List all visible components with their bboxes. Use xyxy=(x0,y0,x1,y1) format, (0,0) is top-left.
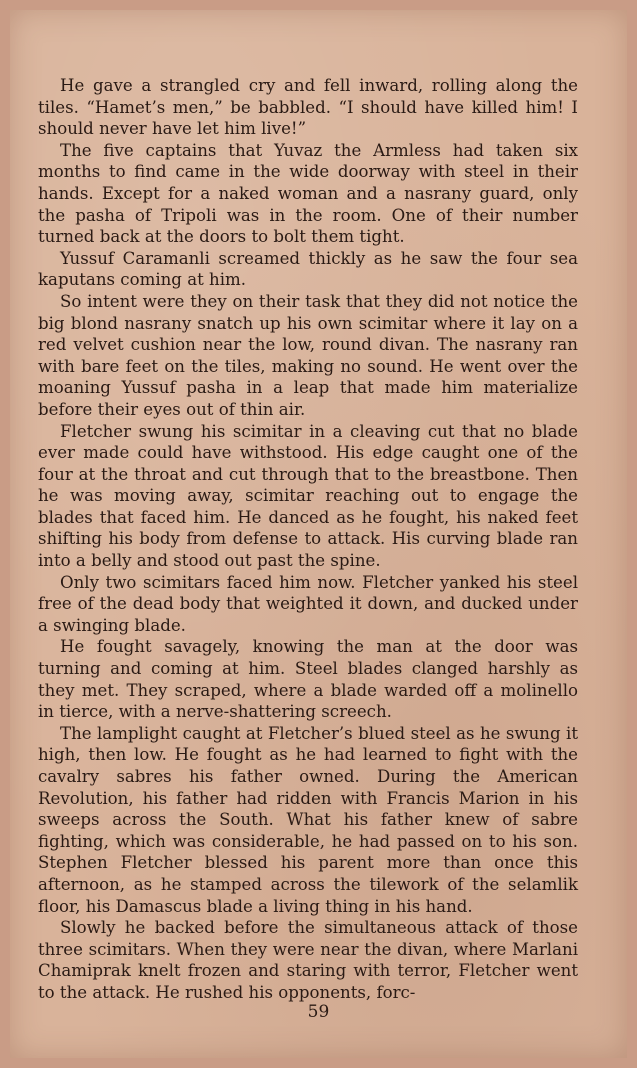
paragraph: The five captains that Yuvaz the Armless had taken six months to find came in the wide doorway with steel in their hands. Except for a naked woman and a nasrany guard, only the pasha of Tripoli was in the room. One of their number turned back at the doors to bolt them tight. xyxy=(38,140,578,247)
paragraph: So intent were they on their task that they did not notice the big blond nasrany snatch up his own scimitar where it lay on a red velvet cushion near the low, round divan. The nasrany ran with bare feet on the tiles, making no sound. He went over the moaning Yussuf pasha in a leap that made him materialize before their eyes out of thin air. xyxy=(38,291,578,419)
paragraph: Fletcher swung his scimitar in a cleaving cut that no blade ever made could have withstood. His edge caught one of the four at the throat and cut through that to the breastbone. Then he was moving away, scimitar reaching out to engage the blades that faced him. He danced as he fought, his naked feet shifting his body from defense to attack. His curving blade ran into a belly and stood out past the spine. xyxy=(38,421,578,571)
paragraph: Slowly he backed before the simultaneous attack of those three scimitars. When they were near the divan, where Marlani Chamiprak knelt frozen and staring with terror, Fletcher went to the attack. He rushed his opponents, forc- xyxy=(38,918,578,1002)
page-body-text xyxy=(38,75,578,1004)
page-number: 59 xyxy=(307,1002,330,1022)
paragraph: He fought savagely, knowing the man at the door was turning and coming at him. Steel blades clanged harshly as they met. They scraped, where a blade warded off a molinello in tierce, with a nerve-shattering screech. xyxy=(38,637,578,722)
paragraph: Yussuf Caramanli screamed thickly as he saw the four sea kaputans coming at him. xyxy=(38,248,578,290)
paragraph: He gave a strangled cry and fell inward, rolling along the tiles. “Hamet’s men,” be babbled. “I should have killed him! I should never have let him live!” xyxy=(38,76,578,139)
paragraph: The lamplight caught at Fletcher’s blued steel as he swung it high, then low. He fought as he had learned to fight with the cavalry sabres his father owned. During the American Revolution, his father had ridden with Francis Marion in his sweeps across the South. What his father knew of sabre fighting, which was considerable, he had passed on to his son. Stephen Fletcher blessed his parent more than once this afternoon, as he stamped across the tilework of the selamlik floor, his Damascus blade a living thing in his hand. xyxy=(38,723,578,916)
paragraph: Only two scimitars faced him now. Fletcher yanked his steel free of the dead body that weighted it down, and ducked under a swinging blade. xyxy=(38,572,578,635)
